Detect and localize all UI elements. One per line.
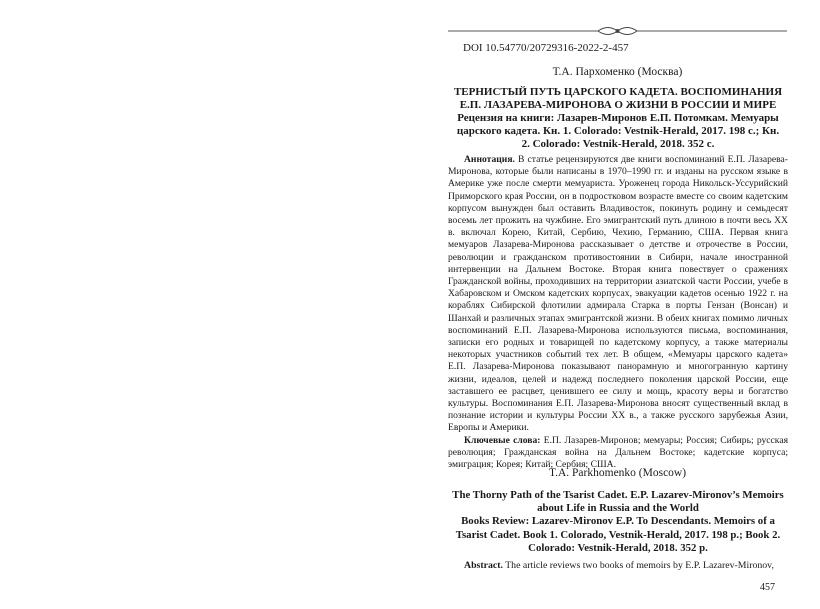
- abstract-ru-label: Аннотация.: [464, 154, 515, 165]
- title-en-line1: The Thorny Path of the Tsarist Cadet. E.P. Lazarev-Mironov’s Memoirs: [452, 489, 784, 501]
- abstract-ru: [448, 154, 788, 471]
- abstract-ru-paragraph: [448, 154, 788, 435]
- title-en-line5: Colorado: Vestnik-Herald, 2018. 352 p.: [528, 541, 708, 554]
- title-ru-line1: ТЕРНИСТЫЙ ПУТЬ ЦАРСКОГО КАДЕТА. ВОСПОМИНАНИЯ: [453, 86, 783, 98]
- title-ru: [452, 86, 784, 151]
- title-ru-line2: Е.П. ЛАЗАРЕВА-МИРОНОВА О ЖИЗНИ В РОССИИ И МИРЕ: [459, 99, 777, 111]
- author-ru: Т.А. Пархоменко (Москва): [552, 66, 683, 78]
- header-ornament: [448, 24, 787, 38]
- title-en: [448, 489, 788, 555]
- abstract-en-paragraph: [448, 560, 788, 572]
- abstract-en-text: The article reviews two books of memoirs by E.P. Lazarev-Mironov,: [505, 560, 774, 571]
- title-en-line2: about Life in Russia and the World: [537, 502, 699, 515]
- author-en: T.A. Parkhomenko (Moscow): [548, 467, 687, 479]
- title-en-line3: Books Review: Lazarev-Mironov E.P. To Descendants. Memoirs of a: [461, 515, 775, 528]
- keywords-ru-label: Ключевые слова:: [464, 434, 541, 446]
- keywords-ru-text: Е.П. Лазарев-Миронов; мемуары; Россия; Сибирь; русская революция; Гражданская война на Дальнем Востоке; кадетские корпуса; эмиграция; Корея; Китай; Сербия; США.: [448, 434, 788, 471]
- abstract-en-label: Abstract.: [464, 560, 503, 571]
- page-number: 457: [760, 582, 775, 593]
- keywords-ru-paragraph: [448, 435, 788, 472]
- abstract-ru-text: В статье рецензируются две книги воспоминаний Е.П. Лазарева-Миронова, которые были написаны в 1970–1990 гг. и изданы на русском языке в Америке уже после смерти мемуариста. Уроженец города Никольск-Уссурийский Приморского края России, он в подростковом возрасте вместе со своим кадетским корпусом вынужден был оставить Владивосток, покинуть родину и семьдесят восемь лет прожить на чужбине. Его эмигрантский путь длиною в почти весь XX в. включал Корею, Китай, Сербию, Чехию, Германию, США. Первая книга мемуаров Лазарева-Миронова рассказывает о детстве и отрочестве в России, революции и гражданском противостоянии в Сибири, начале иностранной интервенции на Дальнем Востоке. Вторая книга повествует о сражениях Гражданской войны, проходивших на территории азиатской части России, учебе в Хабаровском и Омском кадетских корпусах, эвакуации кадетов осенью 1922 г. на кораблях Сибирской флотилии адмирала Старка в порты Гензан (Вонсан) и Шанхай и различных этапах эмигрантской жизни. В обеих книгах помимо личных воспоминаний Е.П. Лазарева-Миронова используются письма, воспоминания, записки его родных и товарищей по кадетскому корпусу, а также материалы некоторых участников событий тех лет. В общем, «Мемуары царского кадета» Е.П. Лазарева-Миронова показывают панорамную и многогранную картину жизни, идеалов, целей и надежд последнего поколения царской России, еще заставшего ее расцвет, ценившего ее силу и мощь, красоту веры и богатство культуры. Воспоминания Е.П. Лазарева-Миронова вносят существенный вклад в познание истории и культуры России XX в., а также русского зарубежья Азии, Европы и Америки.: [448, 154, 788, 434]
- title-en-line4: Tsarist Cadet. Book 1. Colorado, Vestnik-Herald, 2017. 198 p.; Book 2.: [455, 528, 781, 541]
- abstract-en: [448, 560, 788, 572]
- doi: DOI 10.54770/20729316-2022-2-457: [463, 42, 629, 54]
- title-ru-review: Рецензия на книги: Лазарев-Миронов Е.П. Потомкам. Мемуары царского кадета. Кн. 1. Colorado: Vestnik-Herald, 2017. 198 с.; Кн. 2. Colorado: Vestnik-Herald, 2018. 352 с.: [456, 112, 780, 150]
